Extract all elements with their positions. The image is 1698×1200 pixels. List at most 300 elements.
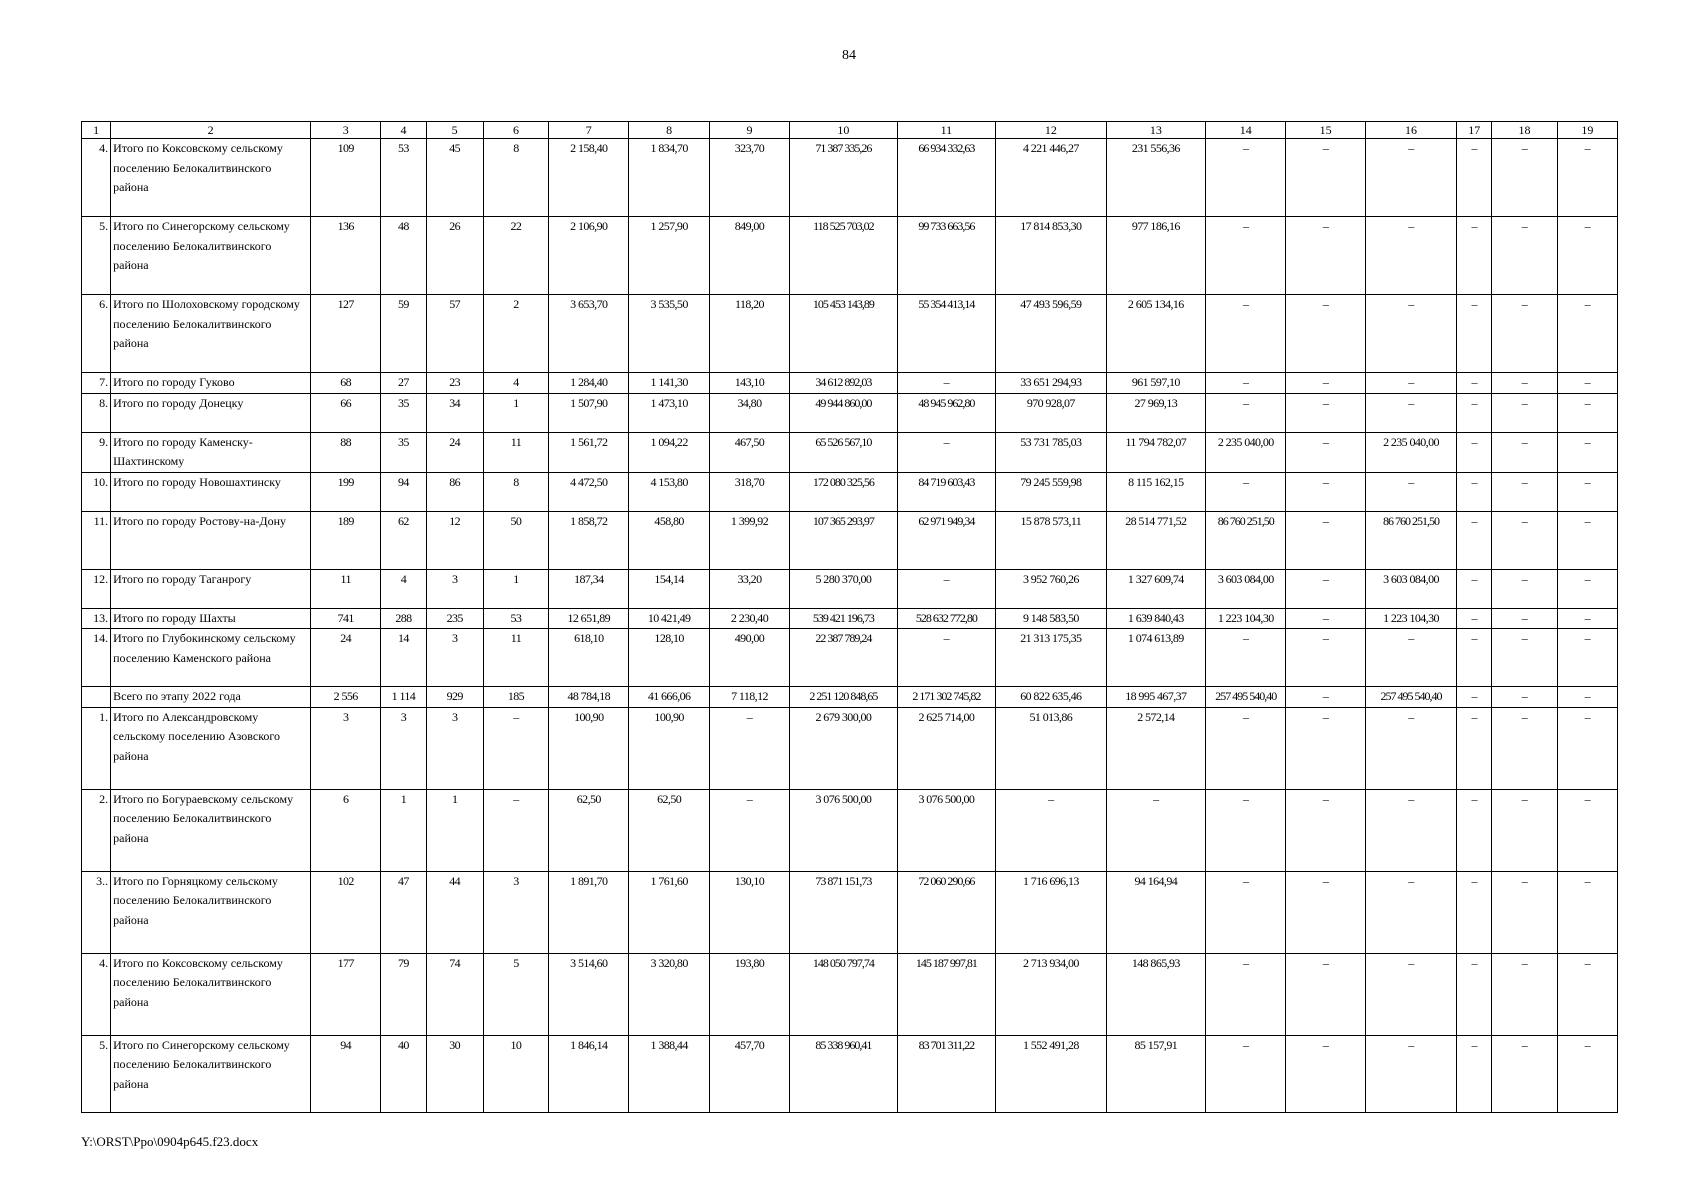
table-cell: – [1365,629,1456,687]
table-cell: 49 944 860,00 [790,393,897,432]
table-cell: 1 473,10 [629,393,709,432]
table-cell: – [1286,953,1365,1035]
table-cell: – [1557,629,1617,687]
table-cell: 193,80 [709,953,789,1035]
column-header-15: 15 [1286,122,1365,139]
table-cell: 1 284,40 [549,373,629,394]
table-cell: 1 388,44 [629,1035,709,1112]
table-cell: 199 [311,472,381,511]
row-number: 5. [82,1035,111,1112]
table-cell: – [1557,707,1617,789]
table-cell: 2 235 040,00 [1206,432,1286,472]
table-cell: 79 245 559,98 [996,472,1107,511]
table-cell: – [1557,1035,1617,1112]
table-cell: – [1457,629,1492,687]
table-cell: 68 [311,373,381,394]
row-number [82,687,111,708]
footer-file-path: Y:\ORST\Ppo\0904p645.f23.docx [81,1134,259,1149]
table-cell: – [1457,472,1492,511]
table-row [82,432,1618,472]
column-header-7: 7 [549,122,629,139]
table-cell: – [1557,789,1617,871]
table-cell: 1 094,22 [629,432,709,472]
table-cell: – [1286,217,1365,295]
table-cell: 3 [426,707,483,789]
table-cell: – [1286,472,1365,511]
table-cell: 17 814 853,30 [996,217,1107,295]
table-cell: 48 945 962,80 [897,393,995,432]
table-cell: – [1286,511,1365,569]
table-cell: – [1206,393,1286,432]
table-cell: 86 760 251,50 [1206,511,1286,569]
table-cell: 5 280 370,00 [790,569,897,608]
row-label: Итого по Богураевскому сельскому поселению Белокалитвинского района [111,789,311,871]
table-cell: 3 603 084,00 [1206,569,1286,608]
table-cell: 2 713 934,00 [996,953,1107,1035]
table-cell: 35 [381,432,426,472]
table-cell: 4 221 446,27 [996,139,1107,217]
table-cell: 62,50 [549,789,629,871]
table-cell: 9 148 583,50 [996,608,1107,629]
row-number: 4. [82,139,111,217]
table-cell: 2 251 120 848,65 [790,687,897,708]
table-cell: – [1286,687,1365,708]
table-cell: 3 320,80 [629,953,709,1035]
row-label: Итого по городу Таганрогу [111,569,311,608]
table-cell: 48 [381,217,426,295]
table-cell: 27 969,13 [1106,393,1205,432]
table-cell: 28 514 771,52 [1106,511,1205,569]
table-cell: 1 846,14 [549,1035,629,1112]
table-cell: 8 115 162,15 [1106,472,1205,511]
table-cell: – [1286,707,1365,789]
table-cell: – [1365,139,1456,217]
table-cell: 1 716 696,13 [996,871,1107,953]
table-cell: 1 639 840,43 [1106,608,1205,629]
table-cell: 118,20 [709,295,789,373]
table-cell: 977 186,16 [1106,217,1205,295]
row-label: Итого по городу Шахты [111,608,311,629]
table-cell: 50 [483,511,548,569]
table-cell: 4 153,80 [629,472,709,511]
table-cell: 62 [381,511,426,569]
table-cell: 145 187 997,81 [897,953,995,1035]
column-header-3: 3 [311,122,381,139]
table-cell: – [1286,789,1365,871]
table-cell: 33,20 [709,569,789,608]
table-cell: 94 164,94 [1106,871,1205,953]
table-row [82,871,1618,953]
table-cell: – [1365,373,1456,394]
table-cell: 66 [311,393,381,432]
table-cell: 1 [381,789,426,871]
table-cell: – [1206,217,1286,295]
table-cell: 35 [381,393,426,432]
table-cell: 2 605 134,16 [1106,295,1205,373]
table-cell: 172 080 325,56 [790,472,897,511]
table-cell: – [1492,373,1557,394]
table-cell: – [1457,608,1492,629]
table-cell: 257 495 540,40 [1365,687,1456,708]
table-cell: 3 514,60 [549,953,629,1035]
table-cell: 458,80 [629,511,709,569]
table-cell: 79 [381,953,426,1035]
row-number: 9. [82,432,111,472]
row-number: 13. [82,608,111,629]
row-number: 11. [82,511,111,569]
table-row [82,629,1618,687]
table-cell: 8 [483,472,548,511]
table-cell: – [1557,139,1617,217]
table-cell: 929 [426,687,483,708]
table-cell: 30 [426,1035,483,1112]
table-cell: – [996,789,1107,871]
table-cell: 1 399,92 [709,511,789,569]
table-cell: 74 [426,953,483,1035]
column-header-16: 16 [1365,122,1456,139]
row-number: 12. [82,569,111,608]
table-cell: 3 603 084,00 [1365,569,1456,608]
column-header-12: 12 [996,122,1107,139]
table-cell: – [1206,871,1286,953]
table-cell: 3 [311,707,381,789]
table-cell: 2 572,14 [1106,707,1205,789]
table-cell: 187,34 [549,569,629,608]
row-label: Всего по этапу 2022 года [111,687,311,708]
row-number: 8. [82,393,111,432]
table-cell: 65 526 567,10 [790,432,897,472]
table-cell: – [1557,217,1617,295]
data-table [81,121,1618,1113]
table-cell: 45 [426,139,483,217]
table-cell: 15 878 573,11 [996,511,1107,569]
table-cell: – [1457,569,1492,608]
table-cell: – [1106,789,1205,871]
table-cell: 490,00 [709,629,789,687]
table-cell: 33 651 294,93 [996,373,1107,394]
table-cell: 618,10 [549,629,629,687]
table-cell: 2 171 302 745,82 [897,687,995,708]
table-cell: 102 [311,871,381,953]
table-cell: – [1457,217,1492,295]
table-cell: 127 [311,295,381,373]
table-cell: 6 [311,789,381,871]
table-cell: – [1365,295,1456,373]
table-cell: 53 731 785,03 [996,432,1107,472]
table-cell: 118 525 703,02 [790,217,897,295]
table-cell: 94 [311,1035,381,1112]
table-cell: 128,10 [629,629,709,687]
row-label: Итого по городу Каменску-Шахтинскому [111,432,311,472]
table-cell: – [1365,1035,1456,1112]
table-cell: 8 [483,139,548,217]
table-cell: 88 [311,432,381,472]
table-cell: 3 535,50 [629,295,709,373]
table-cell: 1 761,60 [629,871,709,953]
column-header-14: 14 [1206,122,1286,139]
column-header-2: 2 [111,122,311,139]
row-number: 1. [82,707,111,789]
table-cell: – [1557,608,1617,629]
table-cell: 12 651,89 [549,608,629,629]
table-cell: – [483,707,548,789]
table-cell: 143,10 [709,373,789,394]
table-cell: – [1457,707,1492,789]
table-cell: 2 679 300,00 [790,707,897,789]
table-cell: 22 387 789,24 [790,629,897,687]
table-cell: – [1286,569,1365,608]
table-cell: 73 871 151,73 [790,871,897,953]
table-cell: 1 834,70 [629,139,709,217]
table-cell: – [897,432,995,472]
table-cell: – [1492,871,1557,953]
table-cell: 84 719 603,43 [897,472,995,511]
table-cell: 11 [483,432,548,472]
table-header-row [82,122,1618,139]
table-cell: 1 114 [381,687,426,708]
table-row [82,472,1618,511]
table-row [82,687,1618,708]
table-cell: – [1286,373,1365,394]
table-cell: 3 952 760,26 [996,569,1107,608]
table-cell: – [1492,789,1557,871]
column-header-10: 10 [790,122,897,139]
table-cell: 1 552 491,28 [996,1035,1107,1112]
table-cell: – [1365,217,1456,295]
table-cell: 148 050 797,74 [790,953,897,1035]
table-cell: – [1492,472,1557,511]
table-cell: 3 [426,629,483,687]
table-cell: 72 060 290,66 [897,871,995,953]
table-cell: 1 [483,569,548,608]
table-cell: 85 157,91 [1106,1035,1205,1112]
table-cell: – [1557,432,1617,472]
table-cell: 55 354 413,14 [897,295,995,373]
table-cell: 1 223 104,30 [1365,608,1456,629]
table-cell: 109 [311,139,381,217]
table-cell: 849,00 [709,217,789,295]
table-cell: – [1206,373,1286,394]
table-cell: 27 [381,373,426,394]
table-cell: – [897,373,995,394]
table-cell: 53 [381,139,426,217]
table-row [82,608,1618,629]
table-cell: – [1457,871,1492,953]
column-header-19: 19 [1557,122,1617,139]
table-cell: – [1492,608,1557,629]
table-cell: 3 [483,871,548,953]
row-number: 5. [82,217,111,295]
table-cell: – [1492,569,1557,608]
table-cell: – [1457,295,1492,373]
row-number: 6. [82,295,111,373]
row-number: 2. [82,789,111,871]
table-cell: – [1206,295,1286,373]
table-cell: 2 235 040,00 [1365,432,1456,472]
table-cell: 11 [483,629,548,687]
table-cell: 3 [381,707,426,789]
table-cell: 3 [426,569,483,608]
row-label: Итого по Синегорскому сельскому поселению Белокалитвинского района [111,217,311,295]
table-cell: 21 313 175,35 [996,629,1107,687]
table-cell: – [1457,139,1492,217]
table-cell: 467,50 [709,432,789,472]
column-header-1: 1 [82,122,111,139]
table-cell: – [1557,569,1617,608]
table-cell: 130,10 [709,871,789,953]
row-label: Итого по Коксовскому сельскому поселению Белокалитвинского района [111,953,311,1035]
table-cell: 53 [483,608,548,629]
table-cell: – [1286,432,1365,472]
table-cell: 83 701 311,22 [897,1035,995,1112]
table-cell: 71 387 335,26 [790,139,897,217]
table-cell: – [1286,629,1365,687]
table-cell: – [1557,687,1617,708]
table-cell: 47 [381,871,426,953]
table-cell: – [1557,953,1617,1035]
table-cell: – [1457,789,1492,871]
table-cell: 105 453 143,89 [790,295,897,373]
table-cell: 11 794 782,07 [1106,432,1205,472]
table-cell: 66 934 332,63 [897,139,995,217]
row-label: Итого по Глубокинскому сельскому поселению Каменского района [111,629,311,687]
table-cell: – [897,629,995,687]
table-cell: 57 [426,295,483,373]
table-cell: – [1457,373,1492,394]
column-header-6: 6 [483,122,548,139]
table-cell: 86 760 251,50 [1365,511,1456,569]
table-cell: – [1286,295,1365,373]
table-cell: 2 [483,295,548,373]
table-cell: – [1365,789,1456,871]
table-cell: – [1492,687,1557,708]
table-cell: – [1365,393,1456,432]
table-cell: 24 [426,432,483,472]
row-number: 14. [82,629,111,687]
table-cell: – [897,569,995,608]
table-cell: 231 556,36 [1106,139,1205,217]
table-row [82,953,1618,1035]
table-cell: – [1457,687,1492,708]
table-row [82,1035,1618,1112]
table-cell: – [1492,707,1557,789]
row-label: Итого по Коксовскому сельскому поселению Белокалитвинского района [111,139,311,217]
page-number: 84 [842,48,856,63]
table-cell: 100,90 [629,707,709,789]
table-cell: 288 [381,608,426,629]
row-label: Итого по Синегорскому сельскому поселению Белокалитвинского района [111,1035,311,1112]
row-number: 10. [82,472,111,511]
table-cell: 86 [426,472,483,511]
table-cell: 60 822 635,46 [996,687,1107,708]
table-cell: 4 [381,569,426,608]
table-cell: 185 [483,687,548,708]
table-cell: 1 858,72 [549,511,629,569]
table-cell: – [1492,432,1557,472]
row-number: 7. [82,373,111,394]
row-label: Итого по городу Донецку [111,393,311,432]
table-cell: 41 666,06 [629,687,709,708]
table-cell: 1 141,30 [629,373,709,394]
table-cell: 2 106,90 [549,217,629,295]
table-cell: 59 [381,295,426,373]
table-cell: 62 971 949,34 [897,511,995,569]
column-header-18: 18 [1492,122,1557,139]
table-cell: – [1457,953,1492,1035]
table-cell: 1 [483,393,548,432]
table-cell: – [1557,393,1617,432]
table-row [82,393,1618,432]
table-cell: 40 [381,1035,426,1112]
table-cell: 85 338 960,41 [790,1035,897,1112]
column-header-5: 5 [426,122,483,139]
table-cell: 1 223 104,30 [1206,608,1286,629]
table-cell: 26 [426,217,483,295]
table-cell: 47 493 596,59 [996,295,1107,373]
table-cell: 1 [426,789,483,871]
row-label: Итого по Горняцкому сельскому поселению Белокалитвинского района [111,871,311,953]
table-cell: 24 [311,629,381,687]
table-cell: – [1457,511,1492,569]
row-label: Итого по городу Новошахтинску [111,472,311,511]
table-cell: 1 327 609,74 [1106,569,1205,608]
table-cell: 189 [311,511,381,569]
table-cell: – [1206,139,1286,217]
table-cell: 3 653,70 [549,295,629,373]
table-cell: 10 [483,1035,548,1112]
table-cell: 1 074 613,89 [1106,629,1205,687]
table-cell: – [1365,871,1456,953]
table-cell: 12 [426,511,483,569]
table-cell: 34 612 892,03 [790,373,897,394]
table-cell: 457,70 [709,1035,789,1112]
table-cell: 3 076 500,00 [790,789,897,871]
table-cell: 107 365 293,97 [790,511,897,569]
column-header-9: 9 [709,122,789,139]
table-cell: 1 257,90 [629,217,709,295]
table-cell: – [1365,707,1456,789]
table-cell: 528 632 772,80 [897,608,995,629]
table-cell: 177 [311,953,381,1035]
row-number: 4. [82,953,111,1035]
table-cell: – [1206,707,1286,789]
table-cell: 99 733 663,56 [897,217,995,295]
table-cell: – [1286,1035,1365,1112]
table-cell: – [1492,1035,1557,1112]
column-header-8: 8 [629,122,709,139]
column-header-17: 17 [1457,122,1492,139]
table-row [82,707,1618,789]
table-cell: 1 507,90 [549,393,629,432]
table-cell: – [1286,139,1365,217]
table-row [82,511,1618,569]
table-cell: – [1457,393,1492,432]
table-cell: 48 784,18 [549,687,629,708]
table-cell: 18 995 467,37 [1106,687,1205,708]
table-cell: – [1492,217,1557,295]
table-cell: – [1365,953,1456,1035]
row-label: Итого по Шолоховскому городскому поселению Белокалитвинского района [111,295,311,373]
table-cell: – [1206,629,1286,687]
row-label: Итого по Александровскому сельскому поселению Азовского района [111,707,311,789]
table-cell: 539 421 196,73 [790,608,897,629]
table-cell: 10 421,49 [629,608,709,629]
table-cell: 34,80 [709,393,789,432]
table-cell: – [1492,511,1557,569]
table-cell: 2 556 [311,687,381,708]
table-cell: – [1557,373,1617,394]
table-cell: 136 [311,217,381,295]
